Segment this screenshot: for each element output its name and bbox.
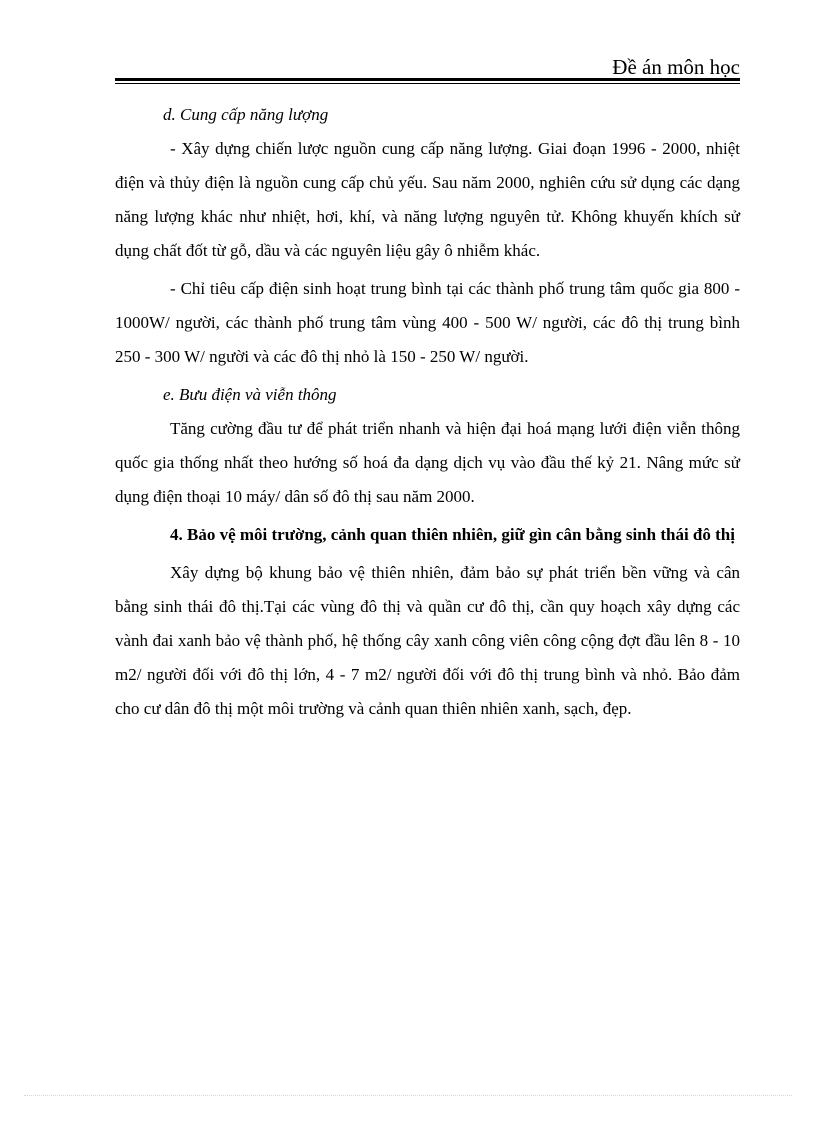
paragraph-telecom: Tăng cường đầu tư để phát triển nhanh và hiện đại hoá mạng lưới điện viễn thông quốc gia thống nhất theo hướng số hoá đa dạng dịch vụ vào đầu thế kỷ 21. Nâng mức sử dụng điện thoại 10 máy/ dân số đô thị sau năm 2000. [115,419,740,506]
subheading-energy: d. Cung cấp năng lượng [163,105,329,124]
paragraph-energy-strategy: - Xây dựng chiến lược nguồn cung cấp năng lượng. Giai đoạn 1996 - 2000, nhiệt điện và thủy điện là nguồn cung cấp chủ yếu. Sau năm 2000, nghiên cứu sử dụng các dạng năng lượng khác như nhiệt, hơi, khí, và năng lượng nguyên tử. Không khuyến khích sử dụng chất đốt từ gỗ, dầu và các nguyên liệu gây ô nhiễm khác. [115,139,740,260]
header-rule-thin [115,83,740,84]
section-heading-environment: 4. Bảo vệ môi trường, cảnh quan thiên nhiên, giữ gìn cân bằng sinh thái đô thị [170,525,735,544]
header-title: Đề án môn học [612,55,740,79]
paragraph-environment: Xây dựng bộ khung bảo vệ thiên nhiên, đảm bảo sự phát triển bền vững và cân bằng sinh thái đô thị.Tại các vùng đô thị và quần cư đô thị, cần quy hoạch xây dựng các vành đai xanh bảo vệ thành phố, hệ thống cây xanh công viên công cộng đợt đầu lên 8 - 10 m2/ người đối với đô thị lớn, 4 - 7 m2/ người đối với đô thị trung bình và nhỏ. Bảo đảm cho cư dân đô thị một môi trường và cảnh quan thiên nhiên xanh, sạch, đẹp. [115,563,740,718]
document-body [115,98,740,730]
subheading-telecom: e. Bưu điện và viễn thông [163,385,337,404]
header-rule-thick [115,78,740,81]
paragraph-energy-targets: - Chỉ tiêu cấp điện sinh hoạt trung bình tại các thành phố trung tâm quốc gia 800 - 1000W/ người, các thành phố trung tâm vùng 400 - 500 W/ người, các đô thị trung bình 250 - 300 W/ người và các đô thị nhỏ là 150 - 250 W/ người. [115,279,740,366]
page-header [115,56,740,78]
page-bottom-rule [24,1095,792,1096]
